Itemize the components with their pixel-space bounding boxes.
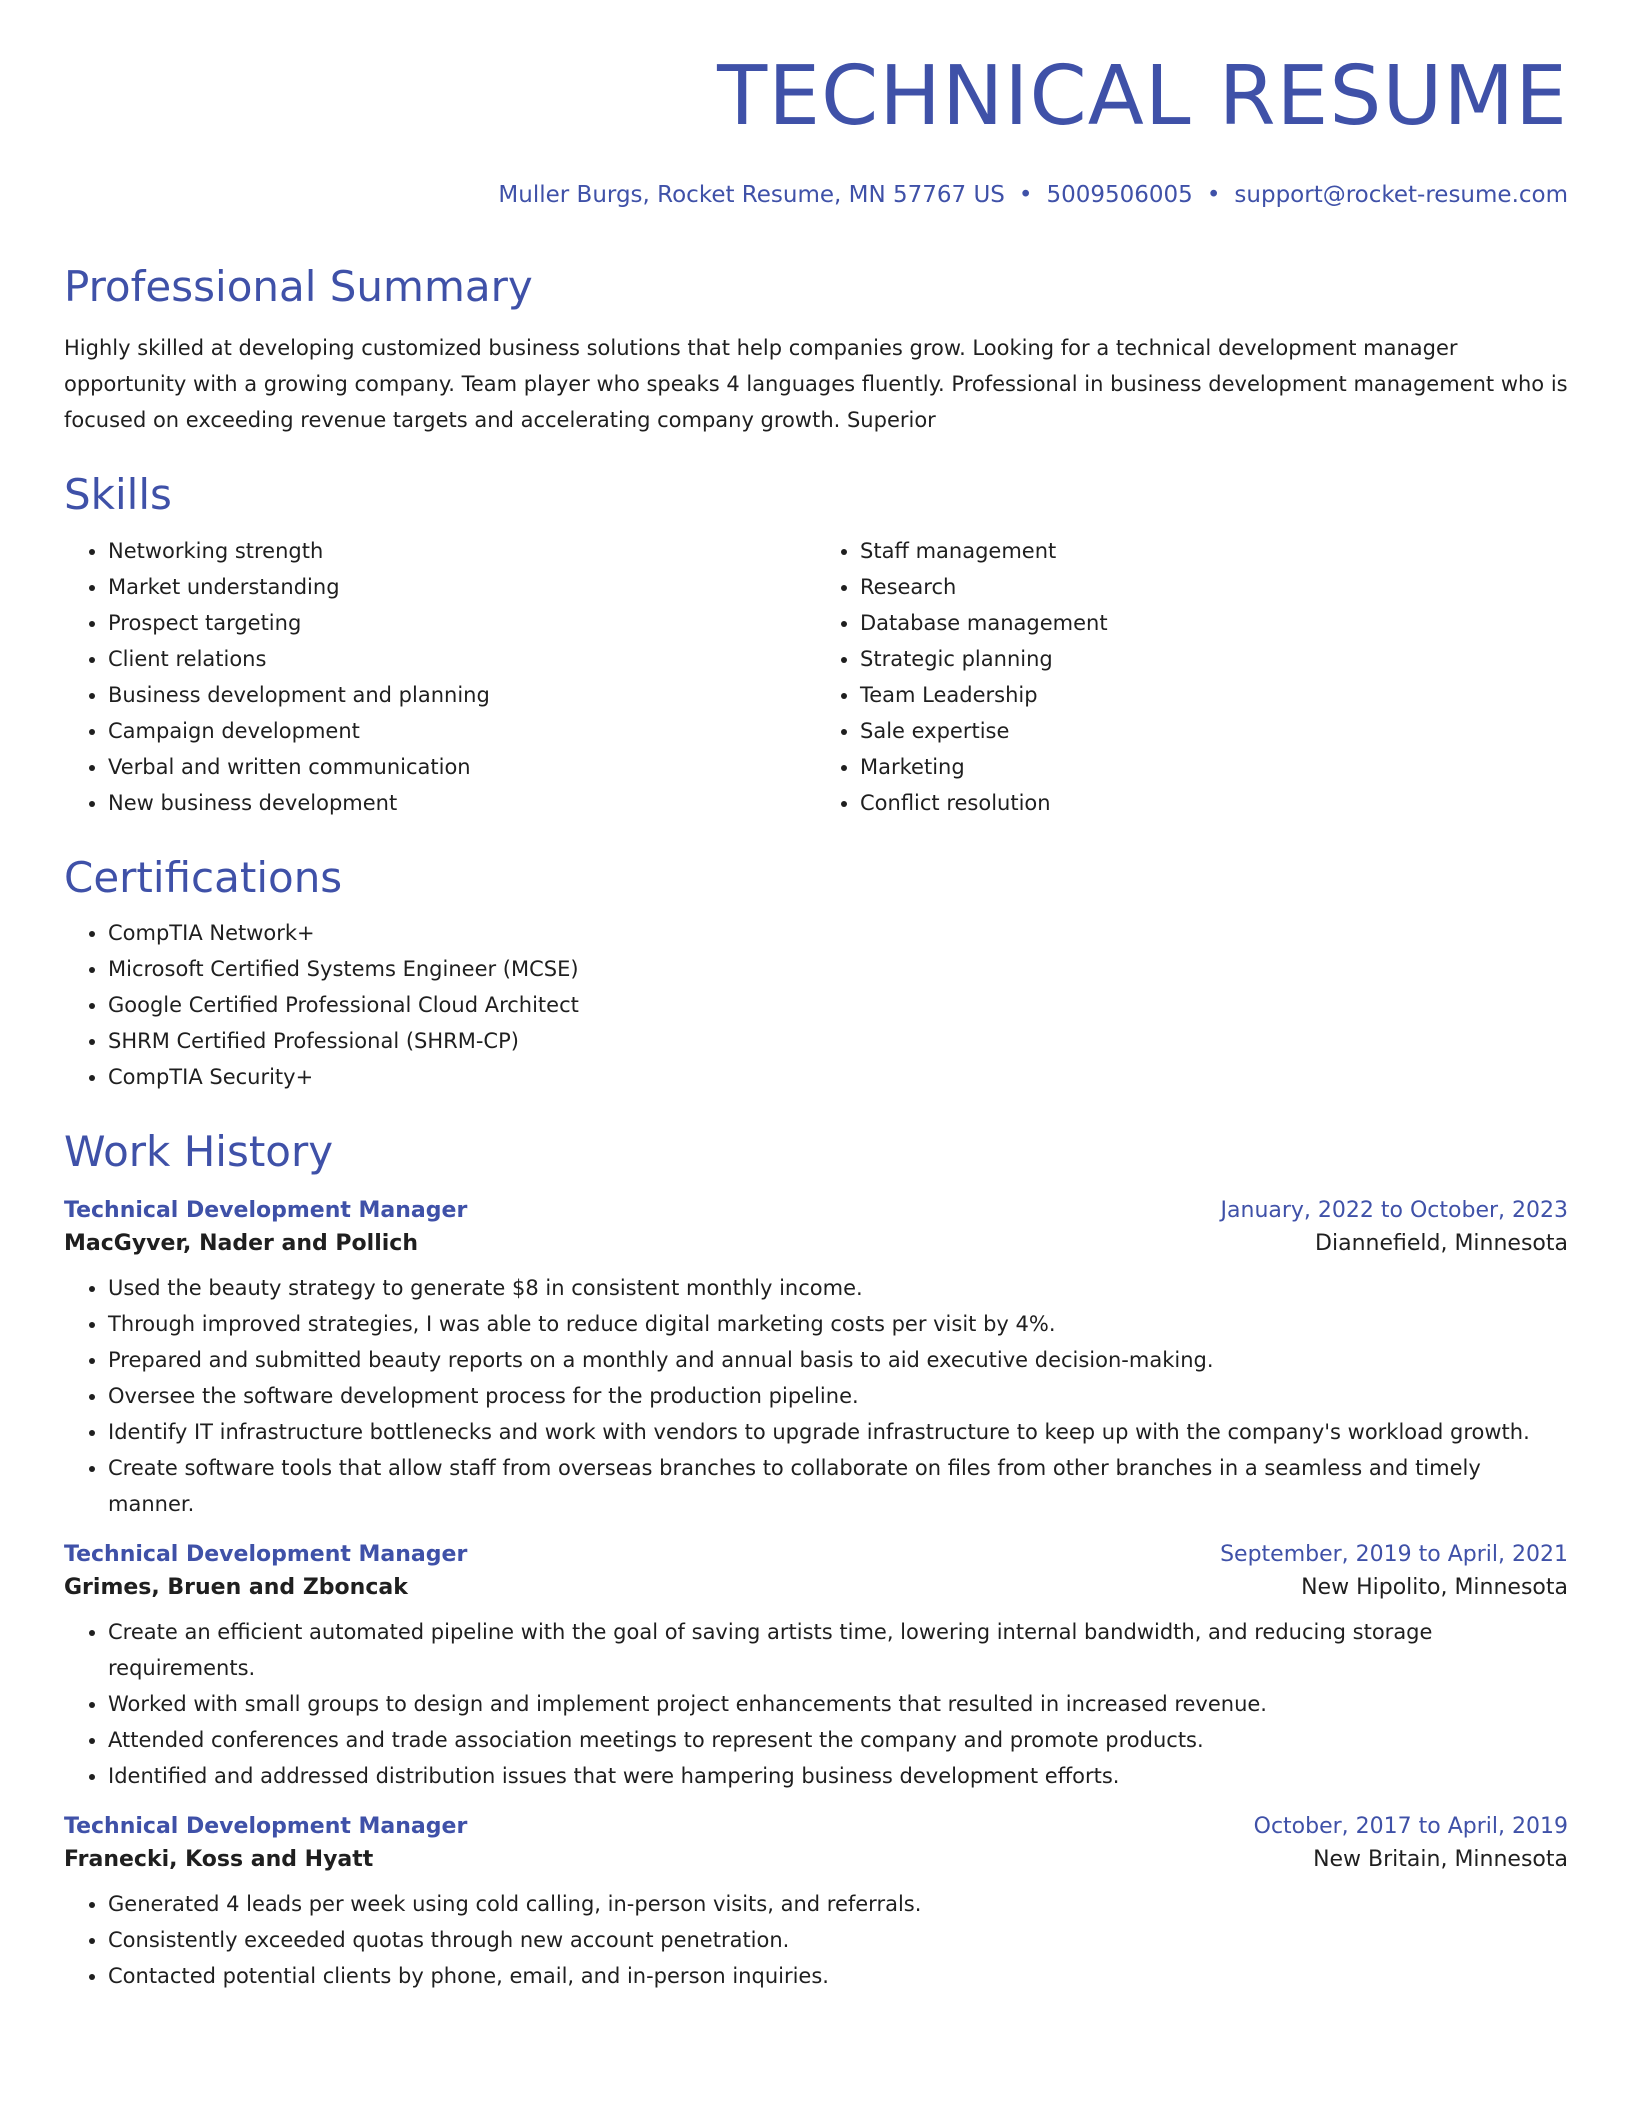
job-title: Technical Development Manager (64, 1813, 468, 1839)
job-bullet: • Oversee the software development process for the production pipeline. (108, 1378, 1568, 1414)
certifications-heading: Certifications (64, 852, 343, 902)
contact-address: Muller Burgs, Rocket Resume, MN 57767 US (498, 182, 1005, 208)
skill-item: • Sale expertise (860, 713, 1568, 749)
certification-item: • SHRM Certified Professional (SHRM-CP) (108, 1023, 1568, 1059)
certifications-section (64, 853, 1568, 1095)
job-dates: January, 2022 to October, 2023 (1220, 1197, 1568, 1223)
job-company-row (64, 1575, 1568, 1600)
skill-item: • Research (860, 569, 1568, 605)
skill-item: • Market understanding (108, 569, 816, 605)
job-dates: September, 2019 to April, 2021 (1220, 1541, 1568, 1567)
contact-email: support@rocket-resume.com (1234, 182, 1568, 208)
contact-separator: • (1206, 182, 1221, 208)
job-header-row (64, 1814, 1568, 1839)
work-history-section (64, 1127, 1568, 1993)
job-entry (64, 1814, 1568, 1994)
skill-item: • Campaign development (108, 713, 816, 749)
job-company: Franecki, Koss and Hyatt (64, 1846, 374, 1872)
job-bullet: • Create software tools that allow staff from overseas branches to collaborate on files from other branches in a seamless and timely manner. (108, 1450, 1568, 1522)
contact-separator: • (1018, 182, 1033, 208)
skills-heading: Skills (64, 470, 172, 520)
job-bullet: • Generated 4 leads per week using cold calling, in-person visits, and referrals. (108, 1886, 1568, 1922)
skill-item: • New business development (108, 785, 816, 821)
job-location: Diannefield, Minnesota (1315, 1230, 1568, 1256)
skill-item: • Database management (860, 605, 1568, 641)
skill-item: • Networking strength (108, 533, 816, 569)
skills-section (64, 470, 1568, 820)
job-entry (64, 1542, 1568, 1794)
resume-content (64, 262, 1568, 1994)
contact-line (498, 182, 1568, 208)
job-company-row (64, 1231, 1568, 1256)
skill-item: • Team Leadership (860, 677, 1568, 713)
jobs-list (64, 1198, 1568, 1994)
job-company: MacGyver, Nader and Pollich (64, 1230, 418, 1256)
contact-phone: 5009506005 (1046, 182, 1193, 208)
skill-item: • Staff management (860, 533, 1568, 569)
job-location: New Hipolito, Minnesota (1301, 1574, 1568, 1600)
job-bullet: • Identify IT infrastructure bottlenecks and work with vendors to upgrade infrastructure to keep up with the company's workload growth. (108, 1414, 1568, 1450)
skill-item: • Strategic planning (860, 641, 1568, 677)
job-dates: October, 2017 to April, 2019 (1253, 1813, 1568, 1839)
skills-list-right (816, 533, 1568, 821)
job-company-row (64, 1847, 1568, 1872)
job-bullets (64, 1886, 1568, 1994)
job-bullet: • Consistently exceeded quotas through new account penetration. (108, 1922, 1568, 1958)
job-bullet: • Worked with small groups to design and implement project enhancements that resulted in increased revenue. (108, 1686, 1568, 1722)
job-company: Grimes, Bruen and Zboncak (64, 1574, 408, 1600)
job-title: Technical Development Manager (64, 1197, 468, 1223)
work-history-heading: Work History (64, 1127, 334, 1177)
job-bullets (64, 1614, 1568, 1794)
skill-item: • Conflict resolution (860, 785, 1568, 821)
summary-heading: Professional Summary (64, 262, 533, 311)
skills-columns (64, 533, 1568, 821)
job-bullet: • Identified and addressed distribution issues that were hampering business development efforts. (108, 1758, 1568, 1794)
job-bullet: • Create an efficient automated pipeline with the goal of saving artists time, lowering internal bandwidth, and reducing storage requirements. (108, 1614, 1568, 1686)
job-location: New Britain, Minnesota (1313, 1846, 1568, 1872)
job-bullet: • Prepared and submitted beauty reports on a monthly and annual basis to aid executive decision-making. (108, 1342, 1568, 1378)
skill-item: • Prospect targeting (108, 605, 816, 641)
skill-item: • Client relations (108, 641, 816, 677)
job-bullet: • Attended conferences and trade association meetings to represent the company and promote products. (108, 1722, 1568, 1758)
skill-item: • Marketing (860, 749, 1568, 785)
job-bullet: • Contacted potential clients by phone, email, and in-person inquiries. (108, 1958, 1568, 1994)
certification-item: • Google Certified Professional Cloud Architect (108, 987, 1568, 1023)
job-bullet: • Used the beauty strategy to generate $8 in consistent monthly income. (108, 1270, 1568, 1306)
job-entry (64, 1198, 1568, 1522)
job-title: Technical Development Manager (64, 1541, 468, 1567)
summary-section (64, 262, 1568, 438)
job-bullet: • Through improved strategies, I was able to reduce digital marketing costs per visit by 4%. (108, 1306, 1568, 1342)
skills-list-left (64, 533, 816, 821)
summary-text: Highly skilled at developing customized business solutions that help companies grow. Looking for a technical development manager opportunity with a growing company. Team player who speaks 4 languages fluently. Professional in business development management who is focused on exceeding revenue targets and accelerating company growth. Superior (64, 336, 1568, 433)
certification-item: • CompTIA Network+ (108, 915, 1568, 951)
skill-item: • Business development and planning (108, 677, 816, 713)
certification-item: • CompTIA Security+ (108, 1059, 1568, 1095)
certification-item: • Microsoft Certified Systems Engineer (MCSE) (108, 951, 1568, 987)
skill-item: • Verbal and written communication (108, 749, 816, 785)
certifications-list (64, 915, 1568, 1095)
job-bullets (64, 1270, 1568, 1522)
job-header-row (64, 1542, 1568, 1567)
resume-title: TECHNICAL RESUME (717, 49, 1568, 144)
job-header-row (64, 1198, 1568, 1223)
